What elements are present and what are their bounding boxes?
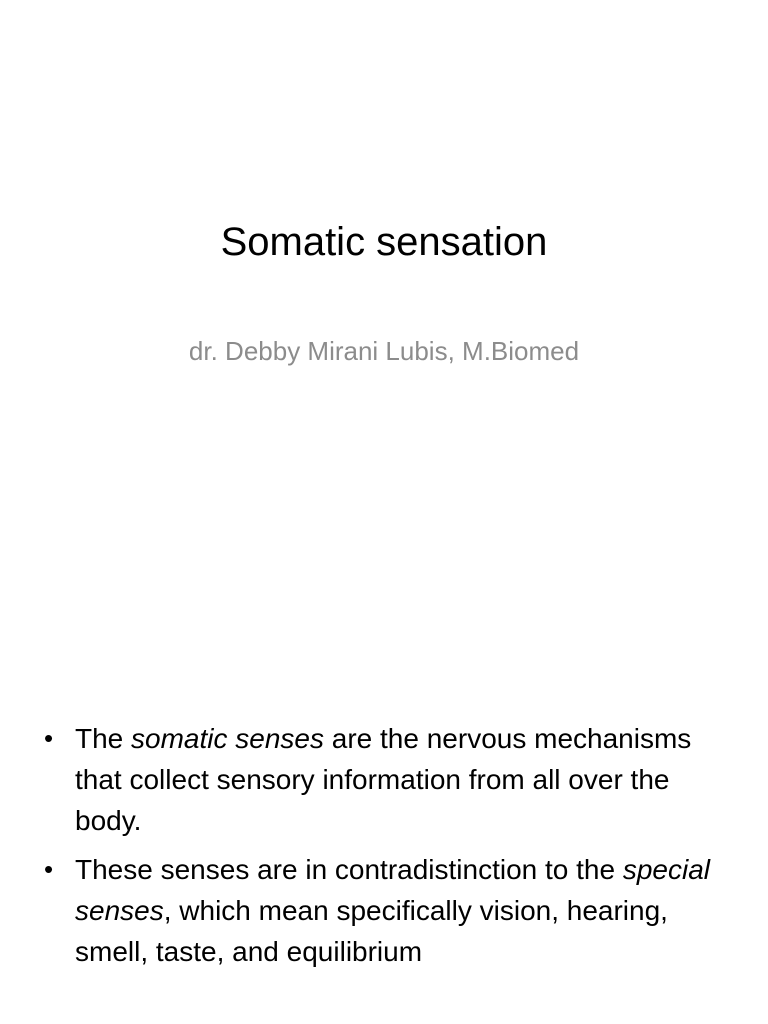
bullet-icon: • [44,723,54,753]
bullet-item [44,849,734,972]
bullet-text-emphasis: somatic senses [131,723,324,754]
bullet-icon: • [44,854,54,884]
slide-title: Somatic sensation [220,220,548,264]
bullet-item [44,718,734,841]
content-slide [0,560,768,1024]
bullet-text-lead: The [75,723,132,754]
bullet-text-lead: These senses are in contradistinction to the [75,854,623,885]
slide-subtitle: dr. Debby Mirani Lubis, M.Biomed [188,336,580,366]
bullet-text-tail: , which mean specifically vision, hearing, smell, taste, and equilibrium [75,895,668,967]
bullet-text-tail: are the nervous mechanisms that collect sensory information from all over the body. [75,723,692,836]
bullet-text-emphasis: special senses [75,854,711,926]
bullet-list [44,718,734,980]
